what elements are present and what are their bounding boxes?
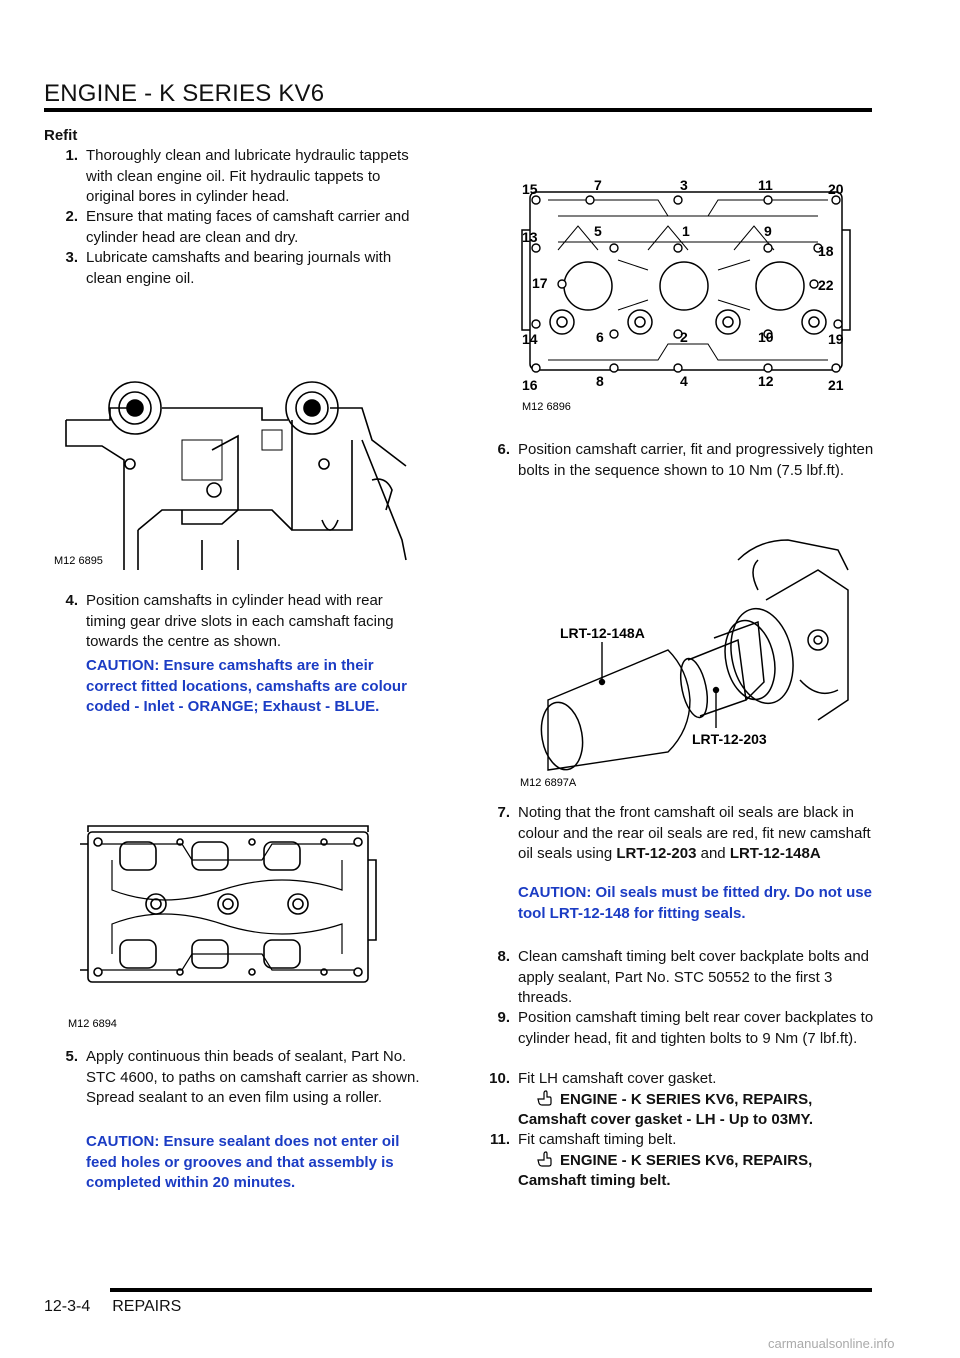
bolt-number: 15 xyxy=(522,181,538,197)
step-6 xyxy=(476,440,876,481)
bolt-number: 6 xyxy=(596,329,604,345)
bolt-number: 19 xyxy=(828,331,844,347)
step-text: Lubricate camshafts and bearing journals with clean engine oil. xyxy=(86,249,392,287)
step-10 xyxy=(476,1069,876,1131)
bolt-number: 17 xyxy=(532,275,548,291)
step-7 xyxy=(476,803,876,865)
figure-label: M12 6896 xyxy=(522,401,571,413)
caution-sealant: CAUTION: Ensure sealant does not enter oil feed holes or grooves and that assembly is completed within 20 minutes. xyxy=(86,1133,400,1191)
bolt-number: 22 xyxy=(818,277,834,293)
step-number: 10. xyxy=(489,1070,510,1087)
header-rule xyxy=(44,108,872,112)
bolt-number: 3 xyxy=(680,177,688,193)
step-text: Position camshaft timing belt rear cover backplates to cylinder head, fit and tighten bolts to 9 Nm (7 lbf.ft). xyxy=(518,1009,874,1047)
step-4 xyxy=(44,591,420,653)
bolt-number: 1 xyxy=(682,223,690,239)
step-text: Position camshaft carrier, fit and progressively tighten bolts in the sequence shown to 10 Nm (7.5 lbf.ft). xyxy=(518,441,874,479)
step-text: Thoroughly clean and lubricate hydraulic tappets with clean engine oil. Fit hydraulic tappets to original bores in cylinder head. xyxy=(86,147,409,205)
cylinder-head-camshaft-illustration xyxy=(54,380,412,570)
watermark: carmanualsonline.info xyxy=(768,1336,895,1351)
oil-seal-tool-illustration xyxy=(518,530,858,790)
step-number: 7. xyxy=(497,804,510,821)
cross-reference-link[interactable] xyxy=(518,1151,876,1172)
step-text: Ensure that mating faces of camshaft carrier and cylinder head are clean and dry. xyxy=(86,208,410,246)
step-text-part: Noting that the front camshaft oil seals are black in colour and the rear oil seals are red, fit new camshaft oil seals using xyxy=(518,804,871,862)
figure-label: M12 6895 xyxy=(54,555,103,567)
step-9 xyxy=(476,1008,876,1049)
cross-reference-link[interactable] xyxy=(518,1090,876,1111)
step-number: 4. xyxy=(65,592,78,609)
step-number: 1. xyxy=(65,147,78,164)
reference-title: Camshaft cover gasket - LH - Up to 03MY. xyxy=(518,1111,814,1128)
figure-label: M12 6897A xyxy=(520,777,577,789)
bolt-number: 4 xyxy=(680,373,688,389)
step-number: 6. xyxy=(497,441,510,458)
footer-rule xyxy=(110,1288,872,1292)
bolt-number: 12 xyxy=(758,373,774,389)
tool-ref: LRT-12-148A xyxy=(729,845,821,862)
pointing-hand-icon xyxy=(536,1151,552,1167)
reference-title: Camshaft timing belt. xyxy=(518,1172,671,1189)
tool-label: LRT-12-148A xyxy=(560,625,645,641)
camshaft-carrier-sealant-illustration xyxy=(62,820,392,1030)
tool-label: LRT-12-203 xyxy=(692,731,767,747)
bolt-number: 16 xyxy=(522,377,538,393)
page-header-title: ENGINE - K SERIES KV6 xyxy=(44,80,325,107)
pointing-hand-icon xyxy=(536,1090,552,1106)
refit-heading: Refit xyxy=(44,127,78,144)
bolt-number: 14 xyxy=(522,331,538,347)
step-2 xyxy=(44,207,420,248)
step-text: Position camshafts in cylinder head with rear timing gear drive slots in each camshaft facing towards the centre as shown. xyxy=(86,592,394,650)
bolt-number: 11 xyxy=(758,177,773,193)
step-text xyxy=(518,803,876,865)
step-text: Apply continuous thin beads of sealant, Part No. STC 4600, to paths on camshaft carrier as shown. Spread sealant to an even film using a roller. xyxy=(86,1048,420,1106)
bolt-number: 8 xyxy=(596,373,604,389)
bolt-number: 21 xyxy=(828,377,844,393)
caution-oil-seals: CAUTION: Oil seals must be fitted dry. Do not use tool LRT-12-148 for fitting seals. xyxy=(518,884,872,922)
step-text: Fit LH camshaft cover gasket. xyxy=(518,1070,717,1087)
step-text: Fit camshaft timing belt. xyxy=(518,1131,677,1148)
figure-label: M12 6894 xyxy=(68,1018,117,1030)
caution-camshaft-colours: CAUTION: Ensure camshafts are in their correct fitted locations, camshafts are colour coded - Inlet - ORANGE; Exhaust - BLUE. xyxy=(86,657,407,715)
step-number: 8. xyxy=(497,948,510,965)
step-5 xyxy=(44,1047,420,1109)
step-number: 5. xyxy=(65,1048,78,1065)
bolt-number: 2 xyxy=(680,329,688,345)
step-8 xyxy=(476,947,876,1009)
footer-section: REPAIRS xyxy=(112,1298,182,1315)
step-text-part: and xyxy=(696,845,730,862)
bolt-number: 5 xyxy=(594,223,602,239)
bolt-number: 18 xyxy=(818,243,834,259)
page-footer xyxy=(44,1298,181,1316)
step-number: 2. xyxy=(65,208,78,225)
step-number: 3. xyxy=(65,249,78,266)
reference-section: ENGINE - K SERIES KV6, REPAIRS, xyxy=(560,1151,813,1169)
step-number: 9. xyxy=(497,1009,510,1026)
tool-ref: LRT-12-203 xyxy=(616,845,697,862)
step-text: Clean camshaft timing belt cover backplate bolts and apply sealant, Part No. STC 50552 to the first 3 threads. xyxy=(518,948,870,1006)
step-1 xyxy=(44,146,420,208)
bolt-number: 9 xyxy=(764,223,772,239)
bolt-sequence-illustration xyxy=(518,170,858,414)
step-number: 11. xyxy=(489,1131,510,1148)
bolt-number: 10 xyxy=(758,329,774,345)
reference-section: ENGINE - K SERIES KV6, REPAIRS, xyxy=(560,1090,813,1108)
bolt-number: 7 xyxy=(594,177,602,193)
step-3 xyxy=(44,248,420,289)
step-11 xyxy=(476,1130,876,1192)
page-number: 12-3-4 xyxy=(44,1298,91,1315)
bolt-number: 13 xyxy=(522,229,538,245)
bolt-number: 20 xyxy=(828,181,844,197)
